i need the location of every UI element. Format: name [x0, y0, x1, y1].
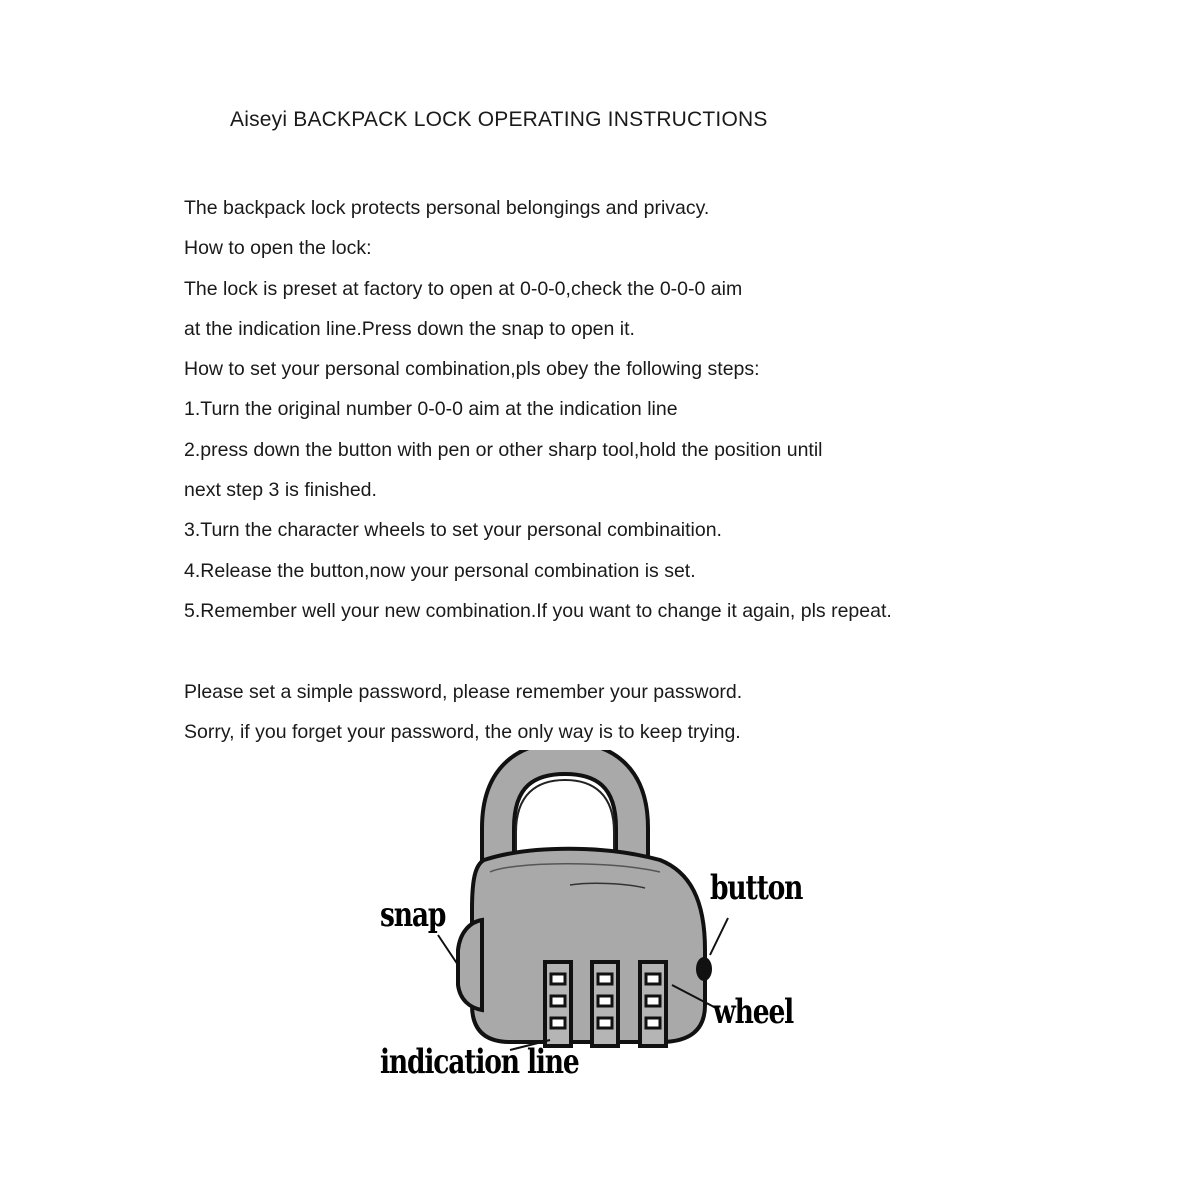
- instruction-line: 3.Turn the character wheels to set your personal combinaition.: [184, 519, 722, 542]
- lock-body: [472, 849, 705, 1042]
- wheel-label: wheel: [713, 992, 794, 1032]
- instruction-line: The backpack lock protects personal belongings and privacy.: [184, 197, 710, 219]
- instruction-line: 5.Remember well your new combination.If you want to change it again, pls repeat.: [184, 599, 892, 622]
- snap-latch: [458, 920, 482, 1010]
- button-leader: [710, 918, 728, 955]
- instruction-line: next step 3 is finished.: [184, 479, 377, 502]
- instruction-line: The lock is preset at factory to open at 0-0-0,check the 0-0-0 aim: [184, 277, 743, 300]
- password-notes: [184, 672, 742, 753]
- note-line: Please set a simple password, please remember your password.: [184, 681, 743, 703]
- instruction-line: How to set your personal combination,pls obey the following steps:: [184, 358, 760, 381]
- button-label: button: [710, 868, 803, 908]
- wheel-3: [640, 962, 666, 1046]
- instruction-line: How to open the lock:: [184, 237, 372, 260]
- instruction-line: 4.Release the button,now your personal combination is set.: [184, 559, 696, 582]
- indication-line-label: indication line: [380, 1042, 579, 1082]
- combination-wheels: [545, 962, 666, 1046]
- snap-leader: [438, 935, 458, 965]
- wheel-1: [545, 962, 571, 1046]
- instruction-line: at the indication line.Press down the snap to open it.: [184, 317, 635, 340]
- instruction-line: 2.press down the button with pen or other sharp tool,hold the position until: [184, 438, 823, 461]
- instructions-body: [184, 188, 1084, 631]
- lock-diagram: [360, 750, 840, 1100]
- reset-button: [696, 957, 712, 981]
- note-line: Sorry, if you forget your password, the only way is to keep trying.: [184, 721, 741, 744]
- page-title: Aiseyi BACKPACK LOCK OPERATING INSTRUCTIONS: [230, 108, 768, 131]
- wheel-2: [592, 962, 618, 1046]
- instruction-line: 1.Turn the original number 0-0-0 aim at the indication line: [184, 398, 678, 421]
- snap-label: snap: [380, 895, 446, 935]
